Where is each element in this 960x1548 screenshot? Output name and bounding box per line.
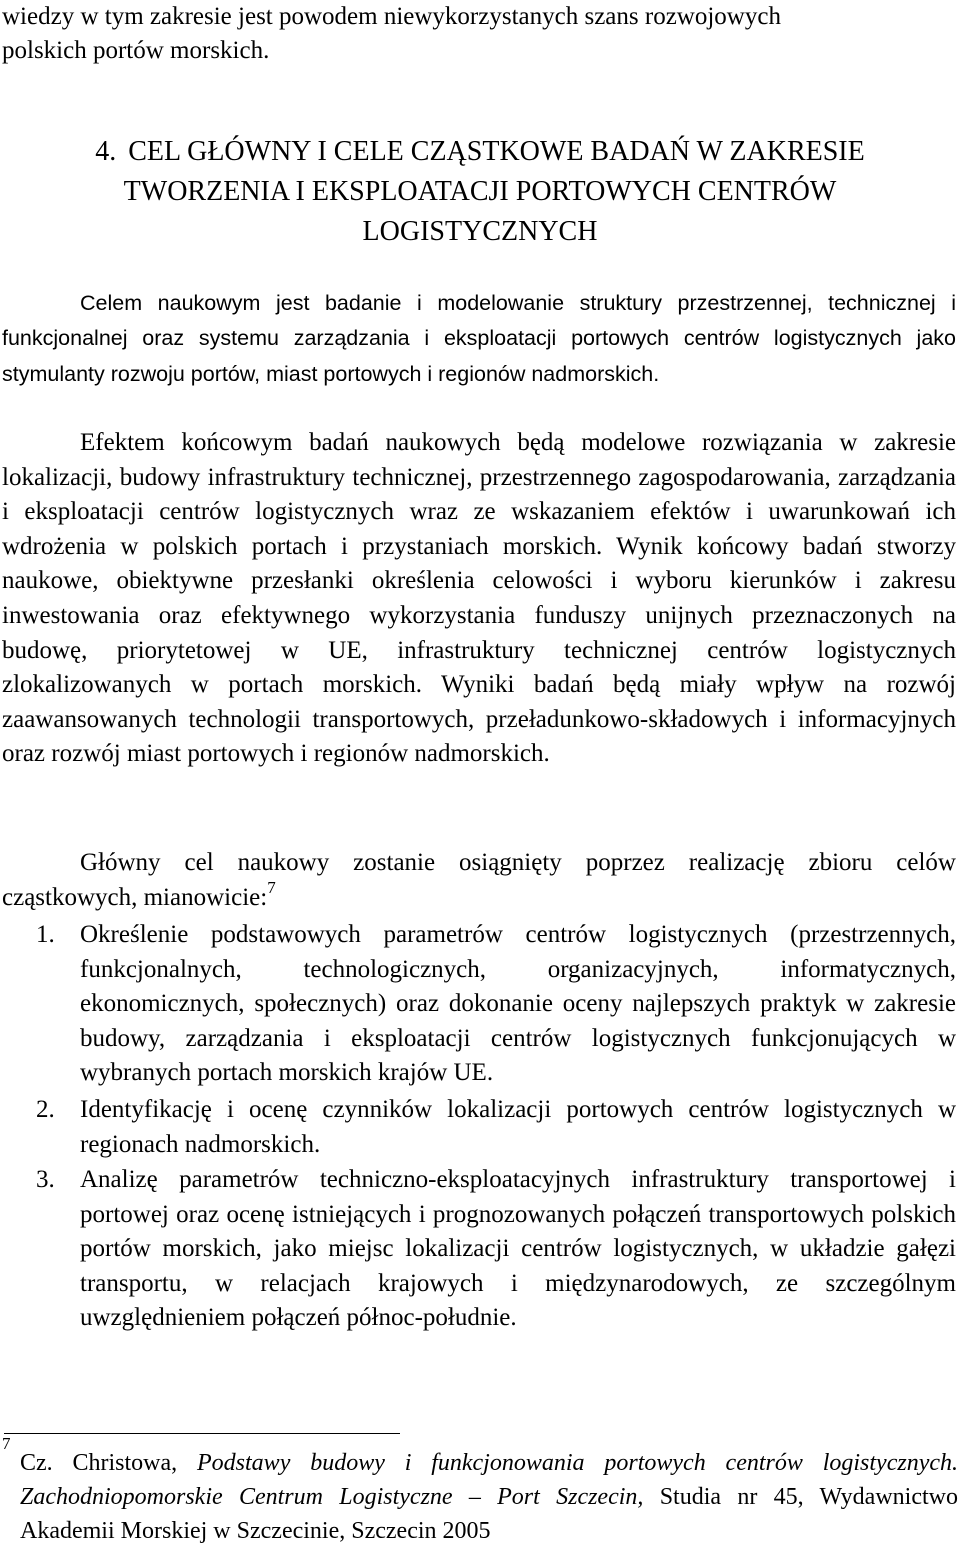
footnote-title: Podstawy budowy i funkcjonowania portowych centrów logistycznych. Zachodniopomorskie Centrum Logistyczne – Port Szczecin,	[20, 1450, 958, 1510]
footnote-reference: 7	[267, 877, 276, 897]
paragraph-expected-results: Efektem końcowym badań naukowych będą modelowe rozwiązania w zakresie lokalizacji, budowy infrastruktury technicznej, przestrzennego zagospodarowania, zarządzania i eksploatacji centrów logistycznych wraz ze wskazaniem efektów i uwarunkowań ich wdrożenia w polskich portach i przystaniach morskich. Wynik końcowy badań stworzy naukowe, obiektywne przesłanki określenia celowości i wyboru kierunków i zakresu inwestowania oraz efektywnego wykorzystania funduszy unijnych przeznaczonych na budowę, priorytetowej w UE, infrastruktury technicznej centrów logistycznych zlokalizowanych w portach morskich. Wyniki badań będą miały wpływ na rozwój zaawansowanych technologii transportowych, przeładunkowo-składowych i informacyjnych oraz rozwój miast portowych i regionów nadmorskich.	[2, 429, 956, 768]
intro-text-line-2: polskich portów morskich.	[2, 37, 270, 64]
section-heading-line-2: TWORZENIA I EKSPLOATACJI PORTOWYCH CENTRÓW	[123, 176, 837, 207]
section-number: 4.	[95, 136, 117, 167]
list-item-text: Analizę parametrów techniczno-eksploatacyjnych infrastruktury transportowej i portowej oraz ocenę istniejących i prognozowanych połączeń transportowych polskich portów morskich, jako miejsc lokalizacji centrów logistycznych, w układzie gałęzi transportu, w relacjach krajowych i międzynarodowych, ze szczególnym uwzględnieniem połączeń północ-południe.	[80, 1166, 956, 1332]
section-heading-text-1: CEL GŁÓWNY I CELE CZĄSTKOWE BADAŃ W ZAKRESIE	[128, 136, 865, 167]
list-item-number: 3.	[36, 1166, 55, 1193]
paragraph-research-goal: Celem naukowym jest badanie i modelowanie struktury przestrzennej, technicznej i funkcjonalnej oraz systemu zarządzania i eksploatacji portowych centrów logistycznych jako stymulanty rozwoju portów, miast portowych i regionów nadmorskich.	[2, 291, 956, 386]
main-goal-text: Główny cel naukowy zostanie osiągnięty poprzez realizację zbioru celów cząstkowych, mianowicie:	[2, 849, 956, 911]
footnote-mark: 7	[2, 1434, 11, 1453]
footnote-separator	[4, 1433, 400, 1434]
section-heading-line-1	[0, 132, 960, 171]
footnote-author: Cz. Christowa,	[20, 1450, 198, 1476]
list-item-text: Identyfikację i ocenę czynników lokalizacji portowych centrów logistycznych w regionach nadmorskich.	[80, 1096, 956, 1158]
paragraph-main-goal	[2, 846, 956, 915]
section-heading-line-3: LOGISTYCZNYCH	[362, 216, 598, 247]
intro-text-line-1: wiedzy w tym zakresie jest powodem niewykorzystanych szans rozwojowych	[2, 3, 781, 30]
list-item-text: Określenie podstawowych parametrów centrów logistycznych (przestrzennych, funkcjonalnych, technologicznych, organizacyjnych, informatycznych, ekonomicznych, społecznych) oraz dokonanie oceny najlepszych praktyk w zakresie budowy, zarządzania i eksploatacji centrów logistycznych funkcjonujących w wybranych portach morskich krajów UE.	[80, 921, 956, 1087]
footnote	[2, 1434, 958, 1548]
footnote-publication: Studia nr 45, Wydawnictwo Akademii Morskiej w Szczecinie, Szczecin 2005	[20, 1484, 958, 1544]
list-item-number: 1.	[36, 921, 55, 948]
list-item-number: 2.	[36, 1096, 55, 1123]
